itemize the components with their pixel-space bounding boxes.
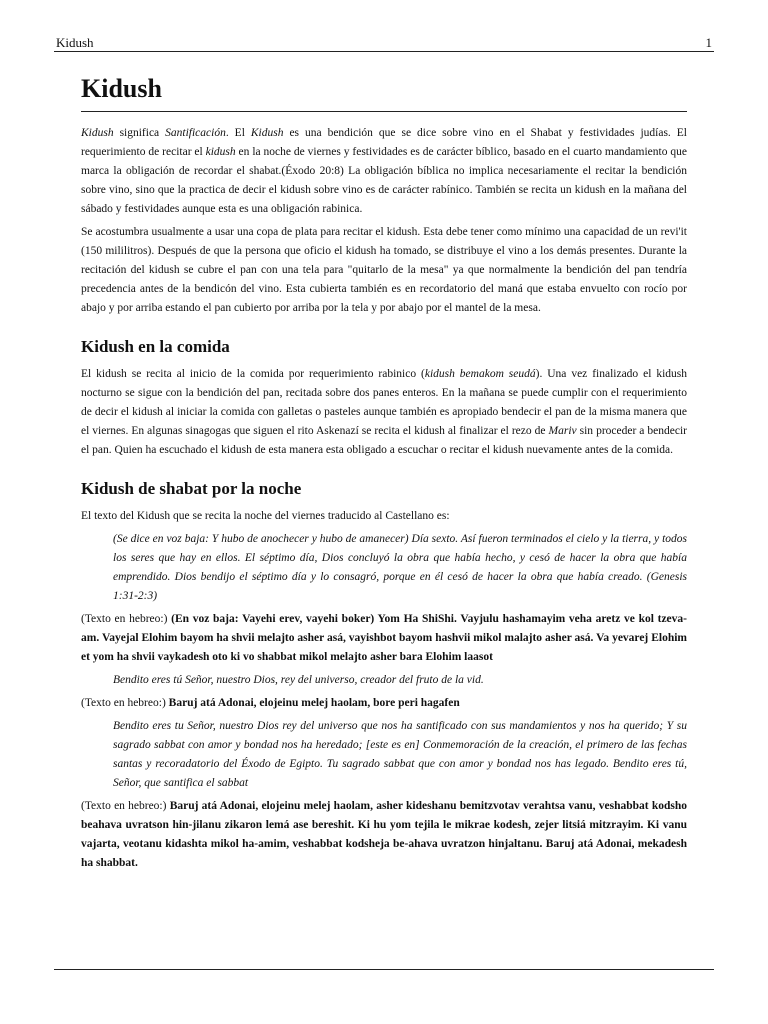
translation-quote-3: Bendito eres tu Señor, nuestro Dios rey del universo que nos ha santificado con sus mandamientos y nos ha querido; Y su sagrado sabbat con amor y bondad nos ha heredado; [este es en] Conmemoración de la creación, el primero de las fechas santas y recoradatorio del Éxodo de Egipto. Tu sagrado sabbat que con amor y bondad nos has legado. Bendito eres tú, Señor, que santifica el sabbat (113, 720, 687, 789)
shabat-intro: El texto del Kidush que se recita la noche del viernes traducido al Castellano es: (81, 510, 450, 522)
footer-divider (54, 969, 714, 970)
term-kidush: Kidush (250, 127, 284, 139)
hebrew-prefix: (Texto en hebreo:) (81, 613, 172, 625)
term-kidush: kidush (205, 146, 236, 158)
page-number: 1 (705, 35, 712, 50)
hebrew-prefix: (Texto en hebreo:) (81, 800, 170, 812)
translation-quote-2: Bendito eres tú Señor, nuestro Dios, rey del universo, creador del fruto de la vid. (113, 674, 484, 686)
page-title: Kidush (81, 72, 687, 112)
intro-paragraph-2: Se acostumbra usualmente a usar una copa de plata para recitar el kidush. Esta debe tener como mínimo una capacidad de un revi'it (150 mililitros). Después de que la persona que oficio el kidush ha tomado, se distribuye el vino a los demás presentes. Durante la recitación del kidush se cubre el pan con una tela para "quitarlo de la mesa" ya que normalmente la bendición del pan tendría precedencia antes de la bendicón del vino. Esta cubierta también es en recordatorio del maná que estaba envuelto con rocío por abajo y por arriba estando el pan cubierto por arriba por la tela y por abajo por el mantel de la mesa. (81, 226, 687, 314)
section-heading-comida: Kidush en la comida (81, 337, 230, 356)
text-run: El kidush se recita al inicio de la comida por requerimiento rabinico ( (81, 368, 425, 380)
term-kidush-bemakom: kidush bemakom seudá (424, 368, 536, 380)
text-run: ). Una vez finalizado el kidush nocturno se sigue con la bendición del pan, recitada sobre dos panes enteros. En la mañana se puede cumplir con el requerimiento de decir el kidush al iniciar la comida con galletas o pasteles aunque también es apropiado bendecir el pan de la misma manera que el viernes. En algunas sinagogas que siguen el rito Askenazí se recita el kidush al finalizar el rezo de (81, 368, 687, 437)
hebrew-prefix: (Texto en hebreo:) (81, 697, 169, 709)
text-run: sin proceder a bendecir el pan. Quien ha escuchado el kidush de esta manera esta obligado a escuchar o recitar el kidush nuevamente antes de la comida. (81, 425, 687, 456)
hebrew-transliteration: Baruj atá Adonai, elojeinu melej haolam, asher kideshanu bemitzvotav verahtsa vanu, veshabbat kodsho beahava uvratson hin-jilanu zikaron lemá ase bereshit. Ki hu yom tejila le mikrae kodesh, zejer litsiá mitzrayim. Ki vanu vajarta, veotanu kidashta mikol ha-amim, veshabbat kodsheja be-ahava uvratzon hinjaltanu. Baruj atá Adonai, mekadesh ha shabbat. (81, 800, 687, 869)
hebrew-transliteration: (En voz baja: Vayehi erev, vayehi boker) Yom Ha ShiShi. Vayjulu hashamayim veha aretz ve kol tzeva-am. Vayejal Elohim bayom ha shvii melajto asher asá, vayishbot bayom hashvii mikol malajto asher asá. Va yevarej Elohim et yom ha shvii vaykadesh oto ki vo shabbat mikol melajto asher bara Elohim laasot (81, 613, 687, 663)
hebrew-text-1 (81, 610, 687, 667)
comida-paragraph (81, 365, 687, 460)
running-header (54, 33, 714, 52)
hebrew-text-3 (81, 797, 687, 873)
term-kidush: Kidush (81, 127, 114, 139)
text-run: es una bendición que se dice sobre vino en el Shabat y festividades judías. El requerimiento de recitar el (81, 127, 687, 158)
term-mariv: Mariv (548, 425, 577, 437)
intro-paragraph-1 (81, 124, 687, 219)
hebrew-transliteration: Baruj atá Adonai, elojeinu melej haolam, bore peri hagafen (168, 697, 460, 709)
section-heading-shabat-noche: Kidush de shabat por la noche (81, 479, 302, 498)
text-run: significa (113, 127, 166, 139)
hebrew-text-2 (81, 694, 687, 713)
text-run: . El (225, 127, 251, 139)
text-run: en la noche de viernes y festividades es de carácter bíblico, basado en el cuarto mandamiento que marca la obligación de recordar el shabat.(Éxodo 20:8) La obligación bíblica no implica necesariamente el recitar la bendición sobre vino, sino que la practica de decir el kidush sobre vino es de carácter rabínico. También se recita un kidush en la mañana del sábado y festividades aunque esta es una obligación rabinica. (81, 146, 687, 215)
term-santificacion: Santificación (165, 127, 226, 139)
article-body (81, 72, 687, 877)
running-header-title: Kidush (56, 35, 94, 50)
translation-quote-1: (Se dice en voz baja: Y hubo de anochecer y hubo de amanecer) Día sexto. Así fueron terminados el cielo y la tierra, y todos los seres que hay en ellos. El séptimo día, Dios concluyó la obra que había hecho, y cesó de hacer la obra que había emprendido. Dios bendijo el séptimo día y lo consagró, porque en él cesó de hacer la obra que había creado. (Genesis 1:31-2:3) (113, 533, 687, 602)
